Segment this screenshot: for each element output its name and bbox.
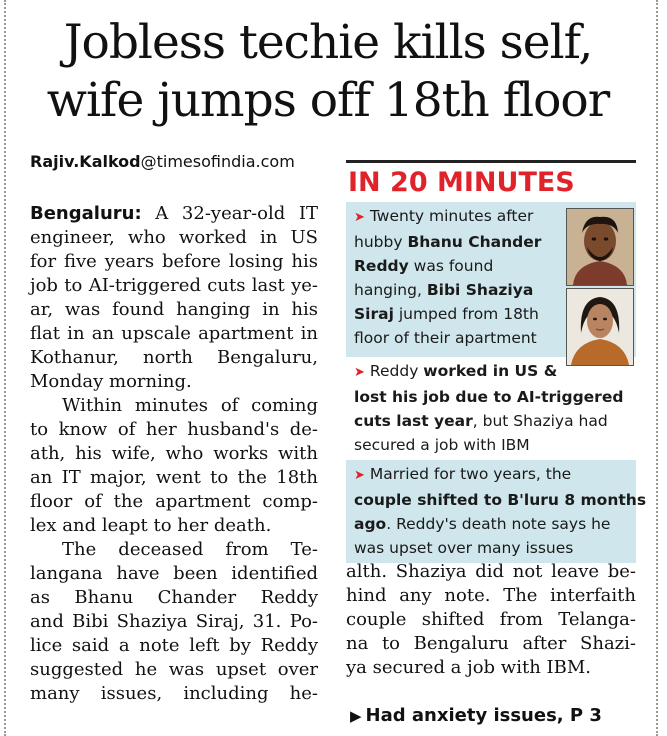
article-line: to know of her husband's de- — [30, 419, 318, 440]
article-line: lice said a note left by Reddy — [30, 635, 318, 656]
byline-domain: @timesofindia.com — [140, 152, 295, 171]
article-line: engineer, who worked in US — [30, 227, 318, 248]
sidebar-top-rule — [346, 160, 636, 163]
article-line: an IT major, went to the 18th — [30, 467, 318, 488]
sidebar-item-2 — [346, 357, 636, 460]
headline-line-2: wife jumps off 18th floor — [46, 73, 610, 128]
sidebar-item-1 — [346, 202, 636, 357]
sidebar-line: cuts last year, but Shaziya had — [354, 412, 608, 430]
sidebar-line: hanging, Bibi Shaziya — [354, 281, 534, 299]
play-triangle-icon: ▶ — [350, 707, 362, 725]
article-line: na to Bengaluru after Shazi- — [346, 633, 636, 654]
man-portrait-icon — [567, 209, 633, 285]
sidebar-line: hubby Bhanu Chander — [354, 233, 542, 251]
sidebar-line: floor of their apartment — [354, 329, 537, 347]
article-line: and Bibi Shaziya Siraj, 31. Po- — [30, 611, 318, 632]
left-column-rule — [4, 0, 6, 736]
article-line: Within minutes of coming — [62, 395, 318, 416]
sidebar-line: ago. Reddy's death note says he — [354, 515, 611, 533]
sidebar-body — [346, 202, 647, 563]
byline — [30, 152, 295, 171]
article-line: for five years before losing his — [30, 251, 318, 272]
sidebar-item-3 — [346, 460, 647, 563]
right-column-rule — [656, 0, 658, 736]
article-line: The deceased from Te- — [62, 539, 318, 560]
article-line: suggested he was upset over — [30, 659, 318, 680]
sidebar-line: ➤ Reddy worked in US & — [354, 362, 558, 380]
article-line: Kothanur, north Bengaluru, — [30, 347, 318, 368]
article-line: ar, was found hanging in his — [30, 299, 318, 320]
article-line: ya secured a job with IBM. — [346, 657, 592, 678]
sidebar-line: Reddy was found — [354, 257, 494, 275]
in-20-minutes-sidebar — [346, 160, 647, 557]
article-column-2 — [346, 560, 636, 680]
sidebar-line: was upset over many issues — [354, 539, 574, 557]
article-line: job to AI-triggered cuts last ye- — [30, 275, 318, 296]
article-line: Bengaluru: A 32-year-old IT — [30, 203, 318, 224]
sidebar-line: ➤ Twenty minutes after — [354, 207, 534, 225]
photo-bhanu-chander-reddy — [566, 208, 634, 286]
red-arrow-icon: ➤ — [354, 365, 365, 380]
continuation-link[interactable] — [350, 705, 602, 726]
article-line: flat in an upscale apartment in — [30, 323, 318, 344]
article-line: ath, his wife, who works with — [30, 443, 318, 464]
photo-bibi-shaziya-siraj — [566, 288, 634, 366]
dateline: Bengaluru: — [30, 203, 142, 224]
article-line: lex and leapt to her death. — [30, 515, 272, 536]
continuation-text: Had anxiety issues, P 3 — [365, 705, 602, 726]
sidebar-line: Siraj jumped from 18th — [354, 305, 539, 323]
headline — [10, 14, 646, 130]
sidebar-line: couple shifted to B'luru 8 months — [354, 491, 647, 509]
article-column-1 — [30, 202, 318, 706]
article-line: as Bhanu Chander Reddy — [30, 587, 318, 608]
article-line: many issues, including he- — [30, 683, 318, 704]
article-line: Monday morning. — [30, 371, 192, 392]
article-line: hind any note. The interfaith — [346, 585, 636, 606]
sidebar-line: lost his job due to AI-triggered — [354, 388, 624, 406]
red-arrow-icon: ➤ — [354, 468, 365, 483]
headline-line-1: Jobless techie kills self, — [63, 15, 593, 70]
article-line: floor of the apartment comp- — [30, 491, 318, 512]
sidebar-line: ➤ Married for two years, the — [354, 465, 572, 483]
woman-portrait-icon — [567, 289, 633, 365]
sidebar-line: secured a job with IBM — [354, 436, 530, 454]
article-line: langana have been identified — [30, 563, 318, 584]
byline-name: Rajiv.Kalkod — [30, 152, 141, 171]
article-line: couple shifted from Telanga- — [346, 609, 636, 630]
article-line: alth. Shaziya did not leave be- — [346, 561, 636, 582]
red-arrow-icon: ➤ — [354, 210, 365, 225]
sidebar-title: IN 20 MINUTES — [348, 167, 575, 198]
